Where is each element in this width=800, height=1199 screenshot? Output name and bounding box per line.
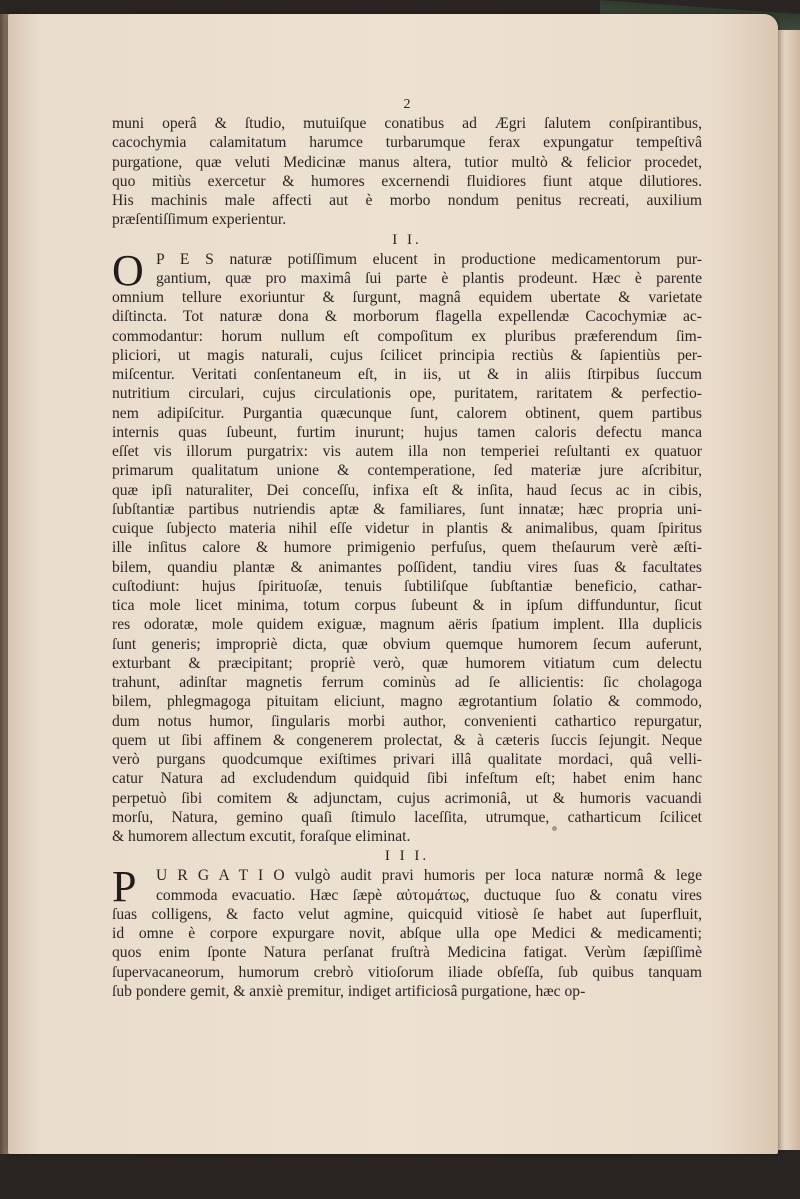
text-line: pliciori, ut magis naturali, cujus ſcilicet principia rectiùs & ſapientiùs per- xyxy=(112,346,702,364)
text-line: purgatione, quæ veluti Medicinæ manus altera, tutior multò & felicior procedet, xyxy=(112,153,702,171)
text-line: nutritium circulari, cujus circulationis ope, puritatem, raritatem & perfectio- xyxy=(112,385,702,403)
page-text xyxy=(112,96,702,1001)
text-line: diſtincta. Tot naturæ dona & morborum flagella expellendæ Cacochymiæ ac- xyxy=(112,308,702,326)
text-line: ſub pondere gemit, & anxiè premitur, indiget artificiosâ purgatione, hæc op- xyxy=(112,982,586,1000)
text-line: res odoratæ, mole quidem exiguæ, magnum aëris ſpatium implent. Illa duplicis xyxy=(112,616,702,634)
text-line: miſcentur. Veritati conſentaneum eſt, in iis, ut & in aliis ſtirpibus ſuccum xyxy=(112,366,702,383)
text-blocks xyxy=(112,114,702,1001)
text-line: quos enim ſponte Natura perſanat fruſtrà Medicina fatigat. Verùm ſæpiſſimè xyxy=(112,944,702,962)
text-line: & humorem allectum excutit, foraſque eliminat. xyxy=(112,828,411,845)
text-line: cuſtodiunt: hujus ſpirituoſæ, tenuis ſubtiliſque ſubſtantiæ beneficio, cathar- xyxy=(112,577,702,595)
text-line: catur Natura ad excludendum quidquid ſibi infeſtum eſt; habet enim hanc xyxy=(112,770,702,788)
drop-cap-initial: P xyxy=(112,862,137,912)
text-line: primarum qualitatum unione & contemperatione, ſed materiæ jure aſcribitur, xyxy=(112,462,702,480)
text-line: cacochymia calamitatum harumce turbarumque ferax expungatur tempeſtivâ xyxy=(112,134,702,152)
text-line: trahunt, adinſtar magnetis ferrum cominùs ad ſe allicientis: ſic cholagoga xyxy=(112,674,702,691)
page-number: 2 xyxy=(403,97,411,112)
text-line: P E S naturæ potiſſimum elucent in productione medicamentorum pur- xyxy=(156,250,702,268)
text-line: commoda evacuatio. Hæc ſæpè αὐτομάτως, ductuque ſuo & conatu vires xyxy=(156,886,702,904)
text-line: dum notus humor, ſingularis morbi author, convenienti cathartico repurgatur, xyxy=(112,712,702,730)
text-line: ſunt generis; impropriè dicta, quæ obvium quemque humorem ſecum auferunt, xyxy=(112,635,702,653)
text-line: eſſet vis illorum purgatrix: vis autem illa non temperiei reſultanti ex quatuor xyxy=(112,443,702,460)
drop-cap-initial: O xyxy=(112,245,144,295)
text-line: quem ut ſibi affinem & congenerem prolectat, & à cæteris ſuccis ſejungit. Neque xyxy=(112,731,702,749)
text-line: quæ ipſi naturaliter, Dei conceſſu, infixa eſt & inſita, haud ſecus ac in cibis, xyxy=(112,481,702,499)
text-line: ſupervacaneorum, humorum crebrò vitioſorum iliade obſeſſa, ſub quibus tanquam xyxy=(112,963,702,981)
section-heading: I I I. xyxy=(384,848,430,865)
text-line: His machinis male affecti aut è morbo nondum penitus recreati, auxilium xyxy=(112,192,702,209)
text-line: præſentiſſimum experientur. xyxy=(112,211,287,229)
text-line: quo mitiùs exercetur & humores excernendi fluidiores fiunt atque dilutiores. xyxy=(112,172,702,190)
text-line: U R G A T I O vulgò audit pravi humoris per loca naturæ normâ & lege xyxy=(156,867,702,885)
paragraph xyxy=(112,114,702,230)
text-line: exturbant & præcipitant; propriè verò, quæ humorem vitiatum cum delectu xyxy=(112,654,702,672)
text-line: bilem, phlegmagoga pituitam eliciunt, magno ægrotantium ſolatio & commodo, xyxy=(112,693,702,711)
text-line: morſu, Natura, gemino quaſi ſtimulo laceſſita, utrumque, catharticum ſcilicet xyxy=(112,808,702,826)
text-line: commodantur: horum nullum eſt compoſitum ex pluribus præferendum ſim- xyxy=(112,327,702,345)
text-line: cuique ſubjecto materia nihil eſſe videtur in plantis & animalibus, quam ſpiritus xyxy=(112,520,702,537)
text-line: verò purgans quodcumque exiſtimes privari illâ qualitate mordaci, quâ velli- xyxy=(112,751,702,768)
text-line: ille inſitus calore & humore primigenio perfuſus, quem theſaurum verè æſti- xyxy=(112,539,702,557)
paragraph-with-dropcap xyxy=(112,862,702,1001)
text-line: bilem, quandiu plantæ & animantes poſſident, tandiu vires ſuas & facultates xyxy=(112,558,702,576)
text-line: tica mole licet minima, totum corpus ſubeunt & in ipſum diffunduntur, ſicut xyxy=(112,597,702,614)
section-heading: I I. xyxy=(392,231,422,248)
text-line: ſubſtantiæ partibus nutriendis aptæ & familiares, ſunt innatæ; hæc propria uni- xyxy=(112,500,702,518)
text-line: perpetuò ſibi comitem & adjunctam, cujus acrimoniâ, ut & humoris vacuandi xyxy=(112,789,702,807)
text-line: nem adipiſcitur. Purgantia quæcunque ſunt, calorem obtinent, quem partibus xyxy=(112,404,702,422)
text-line: omnium tellure exoriuntur & ſurgunt, magnâ equidem ubertate & varietate xyxy=(112,289,702,306)
text-line: id omne è corpore expurgare novit, abſque ulla ope Medici & medicamenti; xyxy=(112,925,702,942)
next-page-edge xyxy=(775,30,800,1150)
text-line: internis quas ſubeunt, furtim inurunt; hujus tamen caloris defectu manca xyxy=(112,423,702,441)
text-line: muni operâ & ſtudio, mutuiſque conatibus ad Ægri ſalutem conſpirantibus, xyxy=(112,115,702,132)
paragraph-with-dropcap xyxy=(112,245,702,847)
text-line: ſuas colligens, & facto velut agmine, quicquid vitiosè ſe habet aut ſuperfluit, xyxy=(112,905,702,923)
text-line: gantium, quæ pro maximâ ſui parte è plantis prodeunt. Hæc è parente xyxy=(156,269,702,287)
